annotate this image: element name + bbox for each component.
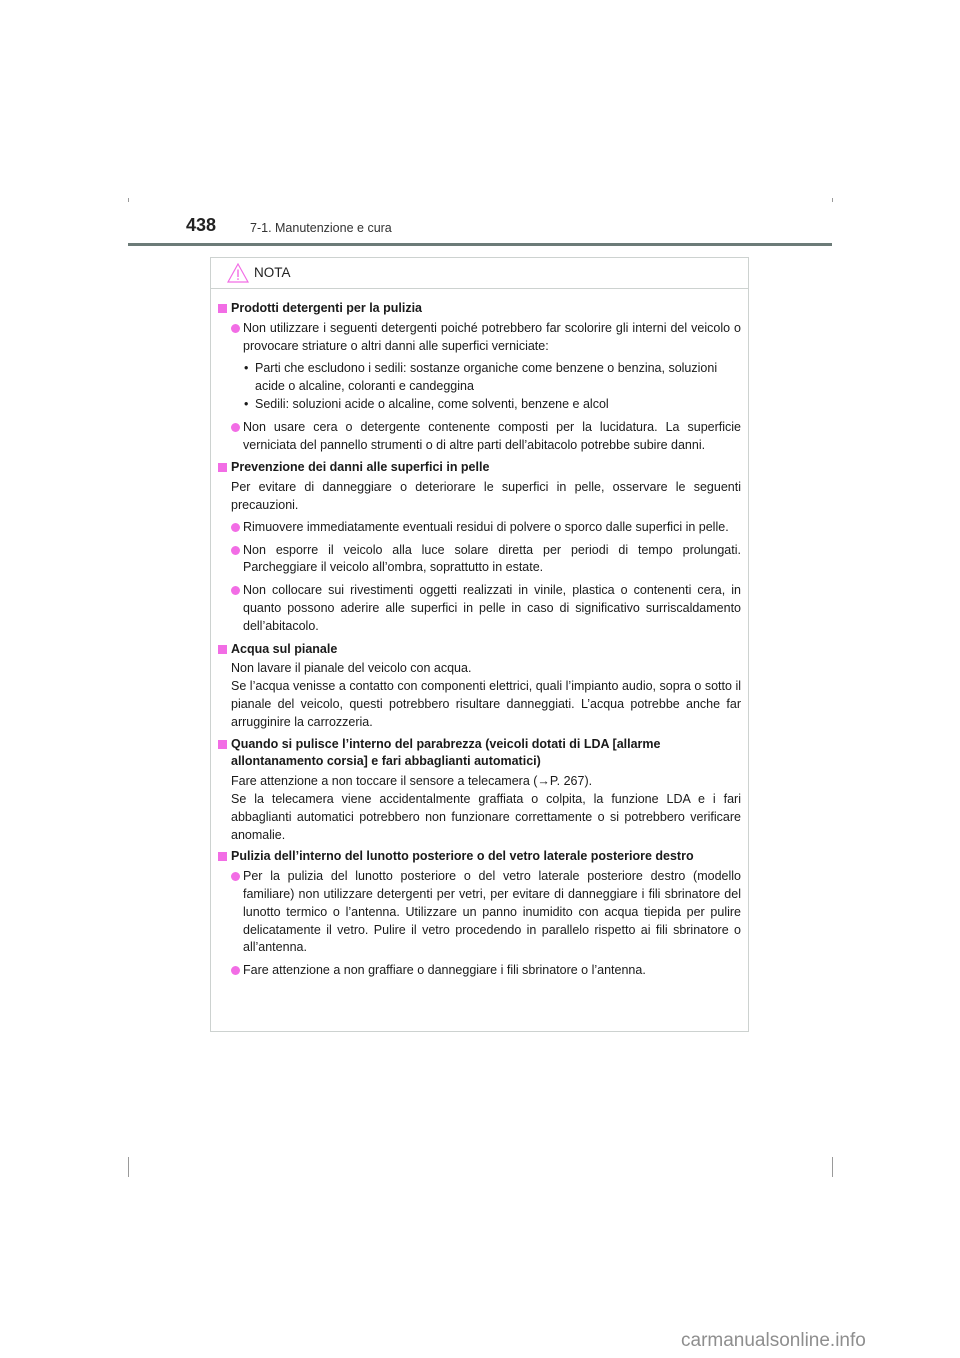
- section-title: Quando si pulisce l’interno del parabrezza (veicoli dotati di LDA [allarme allontanamento corsia] e fari abbaglianti automatici): [218, 736, 741, 772]
- section-title: Prevenzione dei danni alle superfici in pelle: [218, 459, 741, 477]
- nota-box: [210, 257, 749, 1032]
- section-title: Prodotti detergenti per la pulizia: [218, 300, 741, 318]
- section-title: Pulizia dell’interno del lunotto posteriore o del vetro laterale posteriore destro: [218, 848, 741, 866]
- sub-list: [218, 360, 741, 413]
- crop-mark: [128, 198, 129, 202]
- list-item: Non usare cera o detergente contenente composti per la lucidatura. La superficie verniciata del pannello strumenti o di altre parti dell’abitacolo potrebbe subire danni.: [218, 419, 741, 455]
- nota-body: [211, 289, 748, 980]
- circle-bullet-icon: [231, 546, 240, 555]
- sub-item: • Parti che escludono i sedili: sostanze organiche come benzene o benzina, soluzioni acide o alcaline, coloranti e candeggina: [244, 361, 718, 394]
- paragraph: Fare attenzione a non toccare il sensore a telecamera (→P. 267).: [231, 774, 593, 789]
- circle-bullet-icon: [231, 586, 240, 595]
- list-item: Per la pulizia del lunotto posteriore o del vetro laterale posteriore destro (modello familiare) non utilizzare detergenti per vetri, per evitare di danneggiare i fili sbrinatore del lunotto termico o l’antenna. Utilizzare un panno inumidito con acqua tiepida per pulire delicatamente il vetro. Pulire il vetro procedendo in parallelo rispetto ai fili sbrinatore o all’antenna.: [218, 868, 741, 957]
- square-bullet-icon: [218, 645, 227, 654]
- paragraph: Se l’acqua venisse a contatto con componenti elettrici, quali l’impianto audio, sopra o sotto il pianale del veicolo, questi potrebbero risultare danneggiati. L’acqua potrebbe anche far arrugginire la carrozzeria.: [231, 679, 741, 729]
- section-floor-water: [218, 641, 741, 732]
- list-item: Fare attenzione a non graffiare o danneggiare i fili sbrinatore o l’antenna.: [218, 962, 741, 980]
- circle-bullet-icon: [231, 324, 240, 333]
- watermark: carmanualsonline.info: [681, 1330, 866, 1351]
- list-item: Non esporre il veicolo alla luce solare diretta per periodi di tempo prolungati. Parcheggiare il veicolo all’ombra, soprattutto in estate.: [218, 542, 741, 578]
- square-bullet-icon: [218, 463, 227, 472]
- list-item: Non utilizzare i seguenti detergenti poiché potrebbero far scolorire gli interni del veicolo o provocare striature o altri danni alle superfici verniciate:: [218, 320, 741, 356]
- paragraph: Non lavare il pianale del veicolo con acqua.: [231, 661, 472, 676]
- section-title: 7-1. Manutenzione e cura: [250, 221, 392, 235]
- nota-label: NOTA: [254, 265, 291, 280]
- square-bullet-icon: [218, 740, 227, 749]
- section-detergents: [218, 300, 741, 454]
- square-bullet-icon: [218, 852, 227, 861]
- paragraph: Per evitare di danneggiare o deteriorare le superfici in pelle, osservare le seguenti precauzioni.: [231, 480, 741, 512]
- circle-bullet-icon: [231, 423, 240, 432]
- section-leather: [218, 459, 741, 635]
- nota-header: [211, 258, 748, 289]
- header-rule: [128, 243, 832, 246]
- circle-bullet-icon: [231, 872, 240, 881]
- paragraph: Se la telecamera viene accidentalmente graffiata o colpita, la funzione LDA e i fari abbaglianti automatici potrebbero non funzionare correttamente o si potrebbero verificare anomalie.: [231, 791, 741, 842]
- sub-item: • Sedili: soluzioni acide o alcaline, come solventi, benzene e alcol: [244, 396, 609, 411]
- section-windshield: [218, 736, 741, 845]
- page-number: 438: [186, 215, 217, 235]
- list-item: Non collocare sui rivestimenti oggetti realizzati in vinile, plastica o contenenti cera, in quanto possono aderire alle superfici in pelle in caso di significativo surriscaldamento dell’abitacolo.: [218, 582, 741, 635]
- circle-bullet-icon: [231, 966, 240, 975]
- circle-bullet-icon: [231, 523, 240, 532]
- crop-mark: [128, 1157, 129, 1177]
- section-rear-window: [218, 848, 741, 980]
- crop-mark: [832, 1157, 833, 1177]
- list-item: Rimuovere immediatamente eventuali residui di polvere o sporco dalle superfici in pelle.: [218, 519, 741, 537]
- square-bullet-icon: [218, 304, 227, 313]
- warning-triangle-icon: [227, 263, 249, 283]
- section-title: Acqua sul pianale: [218, 641, 741, 659]
- crop-mark: [832, 198, 833, 202]
